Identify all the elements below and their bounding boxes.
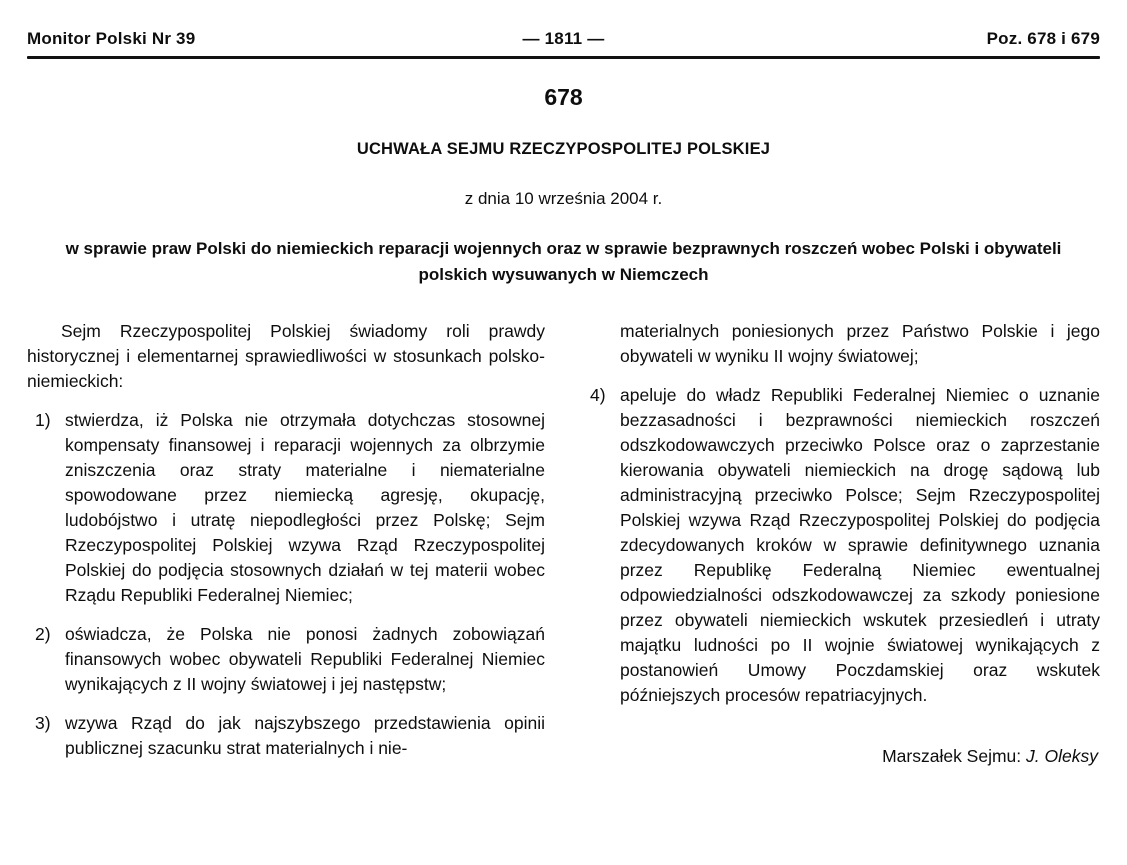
list-item-4-number: 4) [590, 385, 606, 405]
header-position-number: Poz. 678 i 679 [986, 29, 1100, 48]
intro-paragraph: Sejm Rzeczypospolitej Polskiej świadomy roli prawdy historycznej i elementarnej sprawiedliwości w stosunkach polsko-niemieckich: [27, 321, 545, 391]
list-item-1-text: stwierdza, iż Polska nie otrzymała dotychczas stosownej kompensaty finansowej i reparacji wojennych za olbrzymie zniszczenia oraz straty materialne i niematerialne spowodowane przez niemiecką agresję, okupację, ludobójstwo i utratę niepodległości przez Polskę; Sejm Rzeczypospolitej Polskiej wzywa Rząd Rzeczypospolitej Polskiej do podjęcia stosownych działań w tej materii wobec Rządu Republiki Federalnej Niemiec; [65, 410, 545, 605]
signature-name: J. Oleksy [1026, 746, 1098, 766]
list-item-2 [27, 622, 545, 697]
signature-line [582, 744, 1100, 769]
list-item-4-text: apeluje do władz Republiki Federalnej Niemiec o uznanie bezzasadności i bezprawności niemieckich roszczeń odszkodowawczych przeciwko Polsce oraz o zaprzestanie kierowania obywateli niemieckich na drogę sądową lub administracyjną przeciwko Polsce; Sejm Rzeczypospolitej Polskiej wzywa Rząd Rzeczypospolitej Polskiej do podjęcia zdecydowanych kroków w sprawie definitywnego uznania przez Republikę Federalną Niemiec ewentualnej odpowiedzialności odszkodowawczej za szkody poniesione przez obywateli niemieckich wskutek przesiedleń i utraty majątku ludności po II wojnie światowej wynikających z postanowień Umowy Poczdamskiej oraz wskutek późniejszych procesów repatriacyjnych. [620, 385, 1100, 705]
list-item-1-number: 1) [35, 410, 51, 430]
list-item-3-number: 3) [35, 713, 51, 733]
page-header [27, 0, 1100, 49]
list-item-4 [582, 383, 1100, 708]
header-publication-title: Monitor Polski Nr 39 [27, 29, 196, 48]
list-item-3-continuation: materialnych poniesionych przez Państwo Polskie i jego obywateli w wyniku II wojny światowej; [620, 321, 1100, 366]
list-item-3-text: wzywa Rząd do jak najszybszego przedstawienia opinii publicznej szacunku strat materialnych i nie- [65, 713, 545, 758]
act-number: 678 [544, 84, 583, 110]
signature-label: Marszałek Sejmu: [882, 746, 1022, 766]
body-columns [27, 319, 1100, 769]
act-title: UCHWAŁA SEJMU RZECZYPOSPOLITEJ POLSKIEJ [356, 140, 771, 158]
act-subject: w sprawie praw Polski do niemieckich reparacji wojennych oraz w sprawie bezprawnych roszczeń wobec Polski i obywateli polskich wysuwanych w Niemczech [65, 239, 1062, 284]
left-column [27, 319, 545, 769]
list-item-2-number: 2) [35, 624, 51, 644]
list-item-2-text: oświadcza, że Polska nie ponosi żadnych zobowiązań finansowych wobec obywateli Republiki Federalnej Niemiec wynikających z II wojny światowej i jej następstw; [65, 624, 545, 694]
list-item-1 [27, 408, 545, 608]
header-page-number: — 1811 — [522, 29, 605, 48]
header-rule [27, 56, 1100, 59]
act-date: z dnia 10 września 2004 r. [464, 189, 663, 208]
right-column [582, 319, 1100, 769]
list-item-3 [27, 711, 545, 761]
